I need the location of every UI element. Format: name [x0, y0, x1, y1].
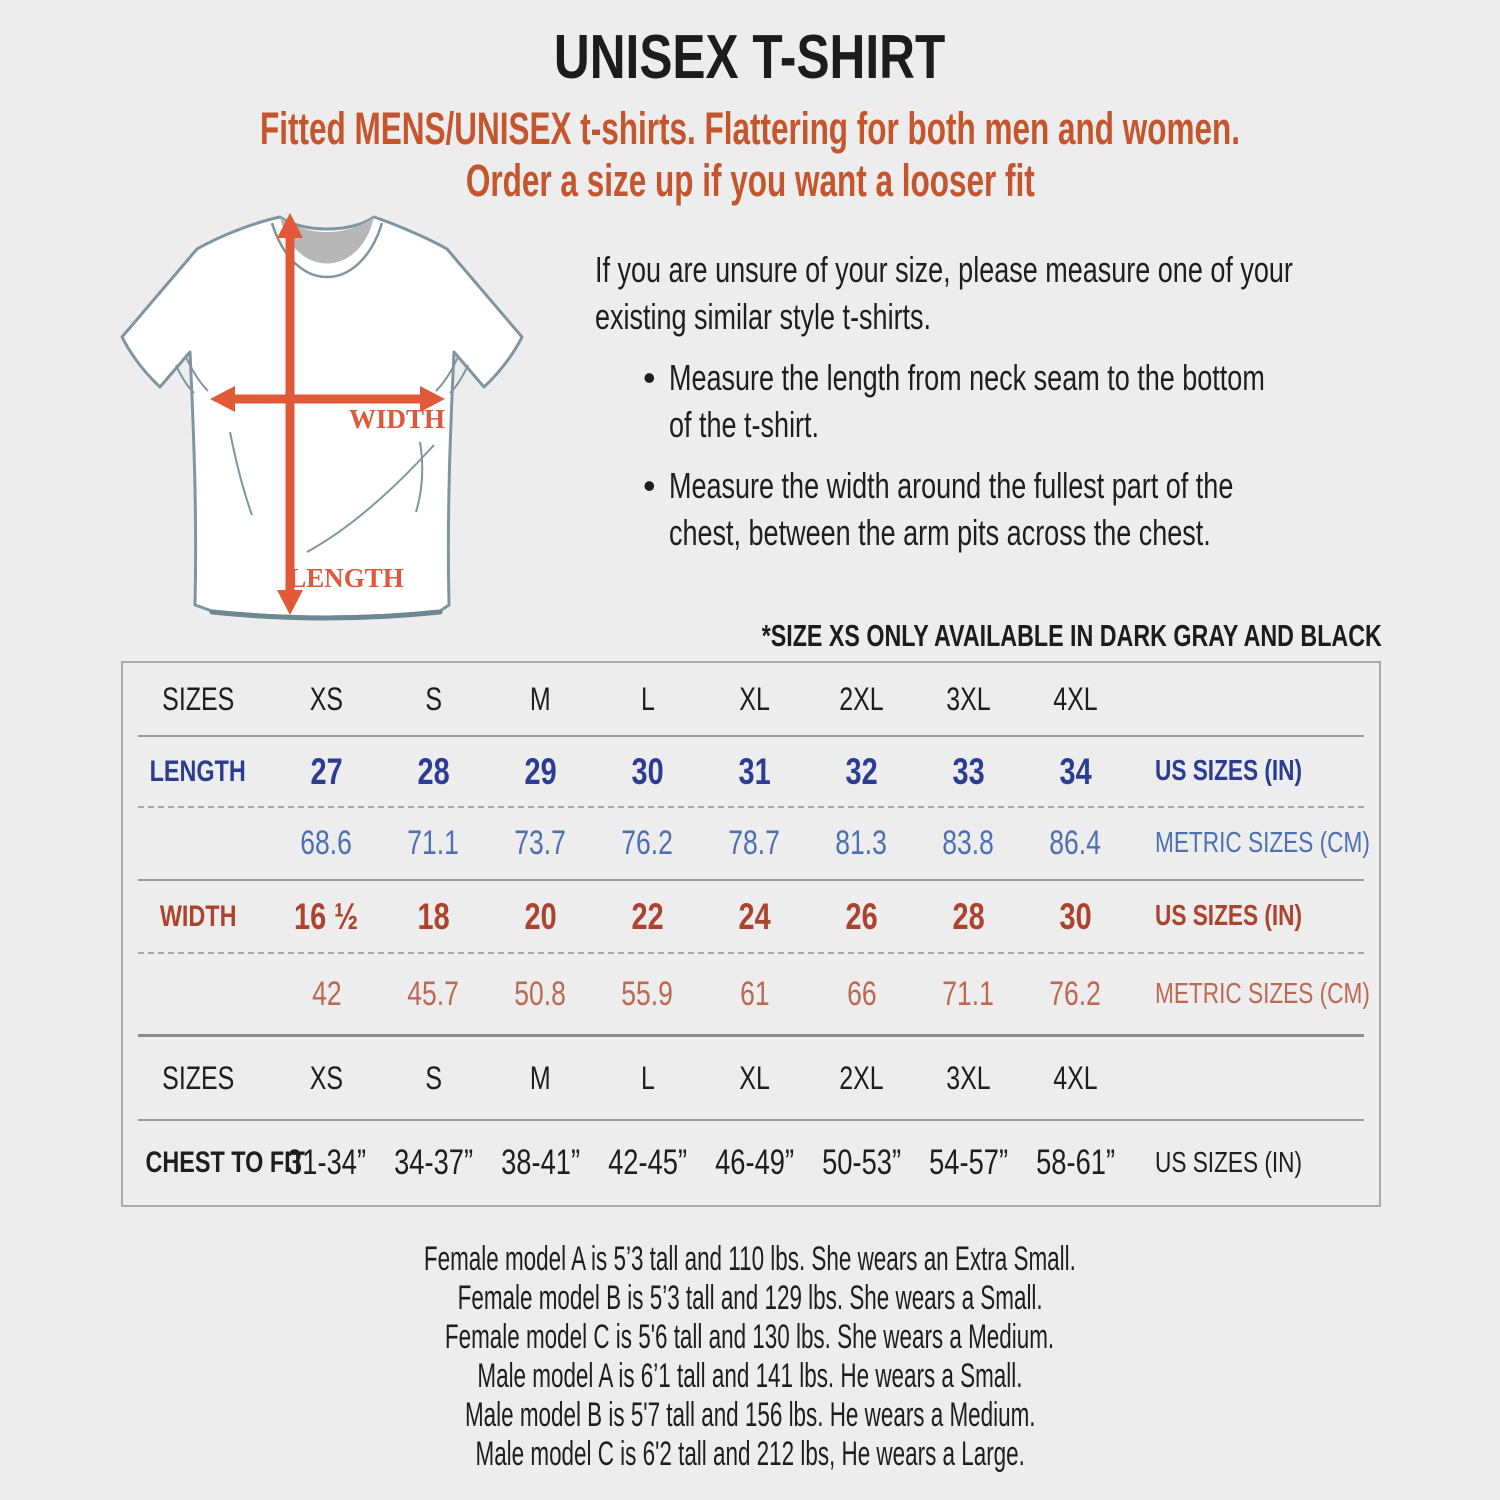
size-cell-text: 38-41” — [501, 1143, 580, 1182]
row-label — [123, 755, 273, 789]
bullet-text: Measure the length from neck seam to the bottom — [669, 357, 1265, 398]
model-info-text: Female model B is 5’3 tall and 129 lbs. She wears a Small. — [457, 1279, 1043, 1317]
unit-label-text: US SIZES (IN) — [1155, 900, 1303, 932]
page-subtitle — [0, 103, 1500, 207]
size-cell-text: 76.2 — [1049, 974, 1102, 1013]
size-cell — [380, 975, 487, 1014]
size-cell — [594, 681, 701, 718]
size-cell-text: 3XL — [946, 1059, 991, 1096]
size-cell-text: 34-37” — [394, 1143, 473, 1182]
unit-label-text: METRIC SIZES (CM) — [1155, 977, 1370, 1010]
size-cell-text: XS — [309, 680, 344, 717]
bullet-icon: • — [643, 465, 656, 506]
size-cell — [1022, 896, 1129, 938]
size-cell-text: XL — [739, 1059, 770, 1096]
size-cell — [380, 751, 487, 793]
size-cell — [808, 1060, 915, 1097]
bullet-item-width — [595, 462, 1395, 556]
size-cell — [380, 1143, 487, 1183]
instructions-intro: If you are unsure of your size, please measure one of your — [595, 249, 1293, 290]
size-cell-text: 28 — [417, 750, 450, 792]
size-cell — [380, 896, 487, 938]
size-cell — [1022, 751, 1129, 793]
size-cell — [915, 751, 1022, 793]
size-cell — [915, 896, 1022, 938]
size-cell — [915, 824, 1022, 863]
length-arrow-label: LENGTH — [288, 563, 404, 593]
unit-label-text: US SIZES (IN) — [1155, 1146, 1303, 1179]
size-cell — [808, 824, 915, 863]
size-cell — [808, 751, 915, 793]
model-info-footer — [0, 1240, 1500, 1474]
table-row-sizes-header — [123, 663, 1379, 735]
unit-label — [1129, 978, 1431, 1011]
size-cell — [273, 1143, 380, 1183]
size-cell-text: 3XL — [946, 680, 991, 717]
unit-label — [1129, 900, 1379, 933]
size-cell — [915, 975, 1022, 1014]
row-label-text: SIZES — [161, 1059, 235, 1096]
size-cell — [701, 681, 808, 718]
size-cell — [487, 896, 594, 938]
bullet-icon: • — [643, 357, 656, 398]
unit-label-text: US SIZES (IN) — [1155, 755, 1303, 787]
table-row-width-in — [123, 881, 1379, 952]
subtitle-line: Order a size up if you want a looser fit — [465, 155, 1035, 206]
width-arrow-label: WIDTH — [348, 404, 446, 434]
size-cell-text: 50-53” — [822, 1143, 901, 1182]
model-info-text: Male model C is 6'2 tall and 212 lbs, He wears a Large. — [475, 1435, 1025, 1473]
size-table — [121, 661, 1381, 1207]
size-cell-text: 2XL — [839, 680, 884, 717]
size-cell-text: 66 — [846, 974, 877, 1013]
bullet-text: of the t-shirt. — [669, 404, 820, 445]
size-cell-text: 55.9 — [621, 974, 674, 1013]
table-row-sizes-header-2 — [123, 1037, 1379, 1119]
model-info-line — [0, 1357, 1500, 1396]
size-cell-text: 78.7 — [728, 824, 781, 862]
model-info-text: Female model C is 5'6 tall and 130 lbs. She wears a Medium. — [445, 1318, 1055, 1356]
size-cell-text: 31-34” — [287, 1143, 366, 1182]
size-cell — [701, 1143, 808, 1183]
size-cell-text: L — [640, 680, 655, 717]
size-cell-text: 30 — [1059, 895, 1092, 937]
size-cell-text: 58-61” — [1036, 1143, 1115, 1182]
size-cell — [594, 824, 701, 863]
model-info-text: Female model A is 5’3 tall and 110 lbs. She wears an Extra Small. — [424, 1240, 1076, 1278]
row-label-text: LENGTH — [149, 754, 247, 788]
size-cell — [273, 896, 380, 938]
table-row-length-in — [123, 737, 1379, 806]
subtitle-line: Fitted MENS/UNISEX t-shirts. Flattering for both men and women. — [259, 103, 1241, 154]
tshirt-illustration-svg — [102, 207, 542, 625]
row-label — [123, 1060, 273, 1097]
size-cell — [1022, 975, 1129, 1014]
model-info-line — [0, 1318, 1500, 1357]
size-cell-text: 73.7 — [514, 824, 567, 862]
size-cell — [487, 1143, 594, 1183]
size-cell — [273, 824, 380, 863]
size-cell-text: 81.3 — [835, 824, 888, 862]
size-cell — [487, 1060, 594, 1097]
row-label-text: CHEST TO FIT — [145, 1146, 305, 1179]
size-cell — [701, 1060, 808, 1097]
xs-availability-notice-text: *SIZE XS ONLY AVAILABLE IN DARK GRAY AND BLACK — [761, 618, 1382, 653]
size-cell-text: 86.4 — [1049, 824, 1102, 862]
row-label — [123, 975, 273, 1014]
model-info-line — [0, 1279, 1500, 1318]
size-cell-text: XS — [309, 1059, 344, 1096]
instructions-intro: existing similar style t-shirts. — [595, 296, 932, 337]
page-title-text: UNISEX T-SHIRT — [554, 23, 946, 92]
size-cell-text: 29 — [524, 750, 557, 792]
size-cell — [273, 751, 380, 793]
size-cell-text: S — [425, 680, 442, 717]
size-cell-text: 26 — [845, 895, 878, 937]
unit-label — [1129, 681, 1379, 718]
size-cell-text: 34 — [1059, 750, 1092, 792]
size-cell-text: 71.1 — [942, 974, 995, 1013]
size-cell-text: 83.8 — [942, 824, 995, 862]
size-cell-text: XL — [739, 680, 770, 717]
size-cell-text: 33 — [952, 750, 985, 792]
size-cell — [915, 681, 1022, 718]
size-cell — [594, 1060, 701, 1097]
size-cell-text: 18 — [417, 895, 450, 937]
table-row-width-cm — [123, 954, 1379, 1034]
size-cell — [701, 824, 808, 863]
model-info-line — [0, 1435, 1500, 1474]
size-cell — [701, 975, 808, 1014]
size-cell — [380, 681, 487, 718]
size-cell — [808, 975, 915, 1014]
size-cell-text: 68.6 — [300, 824, 353, 862]
unit-label — [1129, 1147, 1379, 1180]
size-cell-text: 4XL — [1053, 1059, 1098, 1096]
size-cell — [273, 975, 380, 1014]
size-cell — [1022, 824, 1129, 863]
row-label-text: WIDTH — [159, 899, 237, 933]
size-cell — [1022, 681, 1129, 718]
size-cell-text: 4XL — [1053, 680, 1098, 717]
size-cell-text: 24 — [738, 895, 771, 937]
size-cell — [487, 751, 594, 793]
row-label — [123, 824, 273, 863]
size-cell-text: S — [425, 1059, 442, 1096]
model-info-line — [0, 1240, 1500, 1279]
page-title — [0, 22, 1500, 93]
size-cell — [594, 896, 701, 938]
size-cell-text: 76.2 — [621, 824, 674, 862]
bullet-text: Measure the width around the fullest part of the — [669, 465, 1234, 506]
size-cell-text: 27 — [310, 750, 343, 792]
size-cell-text: 2XL — [839, 1059, 884, 1096]
measuring-instructions — [595, 246, 1395, 556]
size-cell — [701, 751, 808, 793]
size-cell-text: 45.7 — [407, 974, 460, 1013]
xs-availability-notice — [555, 618, 1382, 654]
row-label — [123, 1146, 305, 1180]
size-cell — [273, 1060, 380, 1097]
size-cell-text: 46-49” — [715, 1143, 794, 1182]
bullet-item-length — [595, 354, 1395, 448]
size-cell — [808, 681, 915, 718]
size-cell-text: 28 — [952, 895, 985, 937]
size-cell — [701, 896, 808, 938]
model-info-line — [0, 1396, 1500, 1435]
size-cell-text: 22 — [631, 895, 664, 937]
bullet-text: chest, between the arm pits across the chest. — [669, 512, 1211, 553]
instructions-bullets — [595, 354, 1395, 556]
size-cell — [487, 824, 594, 863]
size-cell — [1022, 1060, 1129, 1097]
size-cell-text: 50.8 — [514, 974, 567, 1013]
size-cell-text: 31 — [738, 750, 771, 792]
size-cell — [380, 824, 487, 863]
size-cell — [594, 975, 701, 1014]
size-cell-text: 16 ½ — [294, 895, 359, 937]
size-cell — [808, 1143, 915, 1183]
size-cell-text: 54-57” — [929, 1143, 1008, 1182]
size-cell-text: 61 — [739, 974, 770, 1013]
size-cell-text: 32 — [845, 750, 878, 792]
size-cell-text: M — [530, 1059, 551, 1096]
size-cell — [808, 896, 915, 938]
size-cell — [273, 681, 380, 718]
size-cell — [1022, 1143, 1129, 1183]
size-cell-text: L — [640, 1059, 655, 1096]
size-cell — [594, 1143, 701, 1183]
size-cell-text: 20 — [524, 895, 557, 937]
unit-label — [1129, 755, 1379, 788]
row-label — [123, 900, 273, 934]
size-cell — [594, 751, 701, 793]
unit-label-text: METRIC SIZES (CM) — [1155, 827, 1370, 859]
unit-label — [1129, 1060, 1379, 1097]
size-cell — [487, 681, 594, 718]
row-label-text: SIZES — [161, 680, 235, 717]
size-cell-text: 42-45” — [608, 1143, 687, 1182]
table-row-length-cm — [123, 808, 1379, 879]
unit-label — [1129, 827, 1431, 860]
size-cell-text: M — [530, 680, 551, 717]
size-cell-text: 71.1 — [407, 824, 460, 862]
size-cell — [915, 1143, 1022, 1183]
size-cell-text: 30 — [631, 750, 664, 792]
size-cell-text: 42 — [311, 974, 342, 1013]
model-info-text: Male model B is 5'7 tall and 156 lbs. He wears a Medium. — [464, 1396, 1036, 1434]
row-label — [123, 681, 273, 718]
table-row-chest-to-fit — [123, 1121, 1379, 1205]
size-cell — [487, 975, 594, 1014]
model-info-text: Male model A is 6’1 tall and 141 lbs. He wears a Small. — [477, 1357, 1023, 1395]
size-cell — [915, 1060, 1022, 1097]
size-cell — [380, 1060, 487, 1097]
tshirt-diagram — [102, 207, 542, 625]
